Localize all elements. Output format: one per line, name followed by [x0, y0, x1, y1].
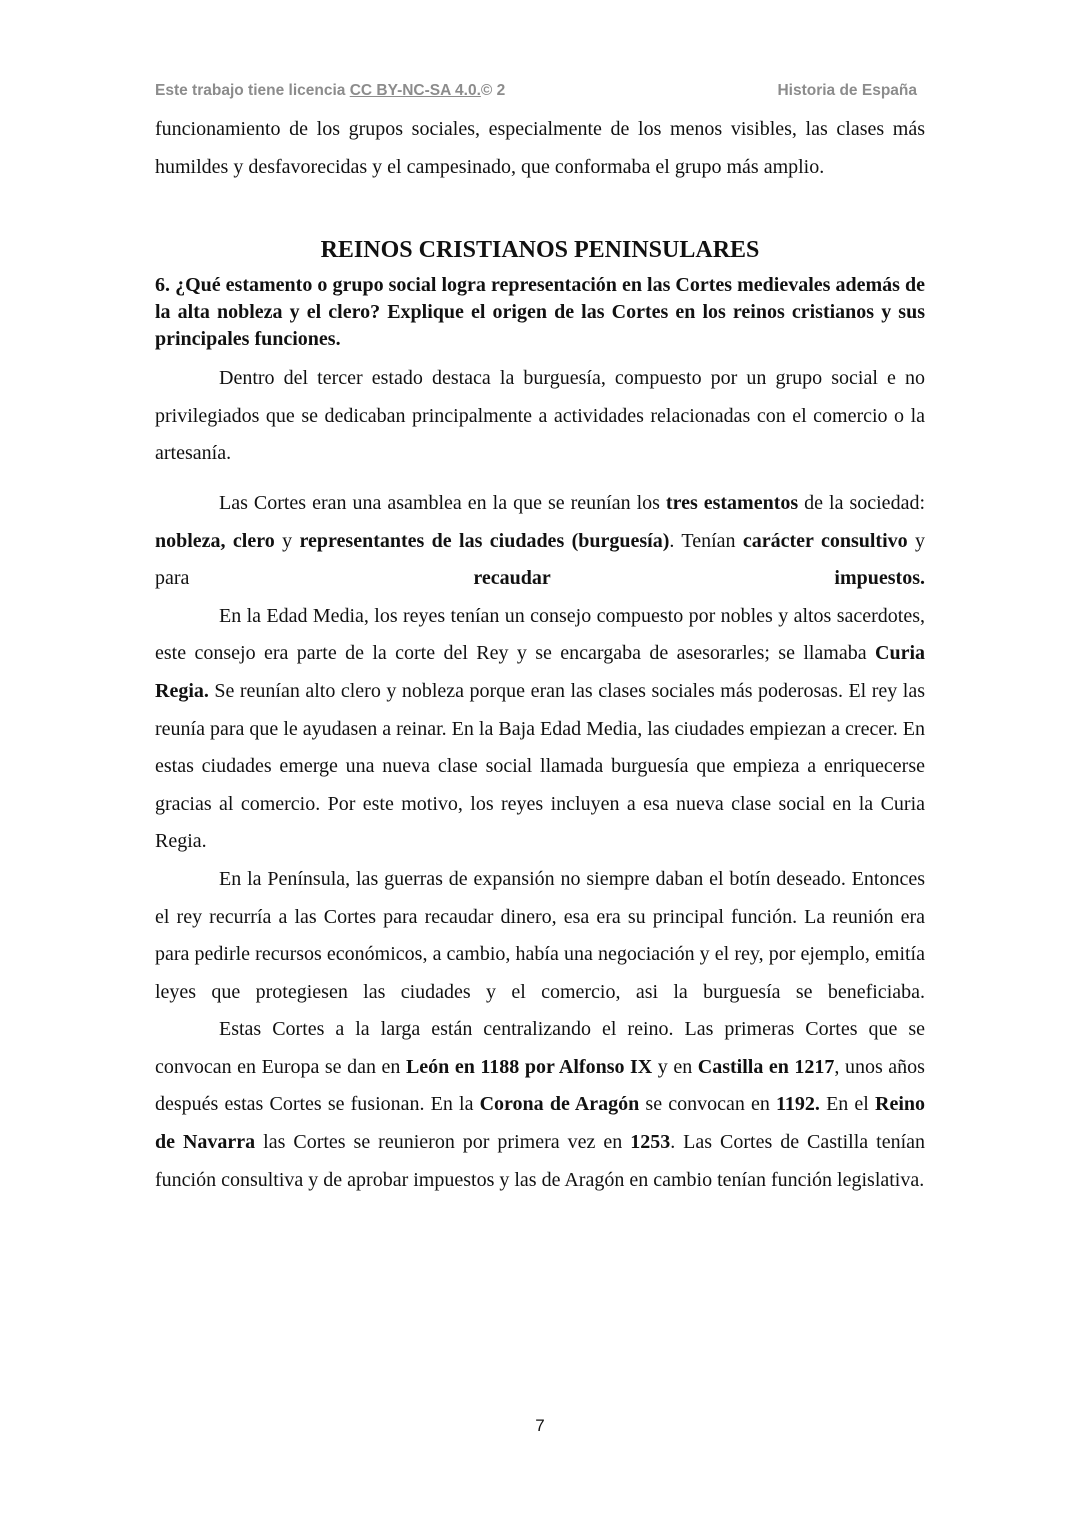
- page-number: 7: [535, 1416, 545, 1435]
- paragraph-first-cortes: Estas Cortes a la larga están centralizando el reino. Las primeras Cortes que se convocan en Europa se dan en León en 1188 por Alfonso IX y en Castilla en 1217, unos años después estas Cortes se fusionan. En la Corona de Aragón se convocan en 1192. En el Reino de Navarra las Cortes se reunieron por primera vez en 1253. Las Cortes de Castilla tenían función consultiva y de aprobar impuestos y las de Aragón en cambio tenían función legislativa.: [155, 1018, 926, 1191]
- intro-paragraph: funcionamiento de los grupos sociales, especialmente de los menos visibles, las clases más humildes y desfavorecidas y el campesinado, que conformaba el grupo más amplio.: [155, 118, 925, 178]
- paragraph-peninsula: En la Península, las guerras de expansión no siempre daban el botín deseado. Entonces el rey recurría a las Cortes para recaudar dinero, esa era su principal función. La reunión era para pedirle recursos económicos, a cambio, había una negociación y el rey, por ejemplo, emitía leyes que protegiesen las ciudades y el comercio, asi la burguesía se beneficiaba.: [155, 867, 925, 1003]
- paragraph-burguesia: Dentro del tercer estado destaca la burguesía, compuesto por un grupo social e no privilegiados que se dedicaban principalmente a actividades relacionadas con el comercio o la artesanía.: [155, 367, 925, 465]
- license-link[interactable]: CC BY-NC-SA 4.0.: [349, 82, 481, 99]
- license-notice: Este trabajo tiene licencia CC BY-NC-SA 4.0.© 2: [155, 82, 506, 99]
- course-title: Historia de España: [777, 82, 917, 99]
- page-body: [155, 111, 925, 1199]
- paragraph-cortes-definition: Las Cortes eran una asamblea en la que se reunían los tres estamentos de la sociedad: nobleza, clero y representantes de las ciudades (burguesía). Tenían carácter consultivo y para recaudar impuestos.: [155, 491, 925, 590]
- paragraph-curia-regia: En la Edad Media, los reyes tenían un consejo compuesto por nobles y altos sacerdotes, este consejo era parte de la corte del Rey y se encargaba de asesorarles; se llamaba Curia Regia. Se reunían alto clero y nobleza porque eran las clases sociales más poderosas. El rey las reunía para que le ayudasen a reinar. En la Baja Edad Media, las ciudades empiezan a crecer. En estas ciudades emerge una nueva clase social llamada burguesía que empieza a enriquecerse gracias al comercio. Por este motivo, los reyes incluyen a esa nueva clase social en la Curia Regia.: [155, 604, 925, 853]
- page-header: [155, 82, 917, 100]
- question-heading: 6. ¿Qué estamento o grupo social logra representación en las Cortes medievales además de la alta nobleza y el clero? Explique el origen de las Cortes en los reinos cristianos y sus principales funciones.: [155, 274, 925, 351]
- section-title: REINOS CRISTIANOS PENINSULARES: [320, 237, 760, 264]
